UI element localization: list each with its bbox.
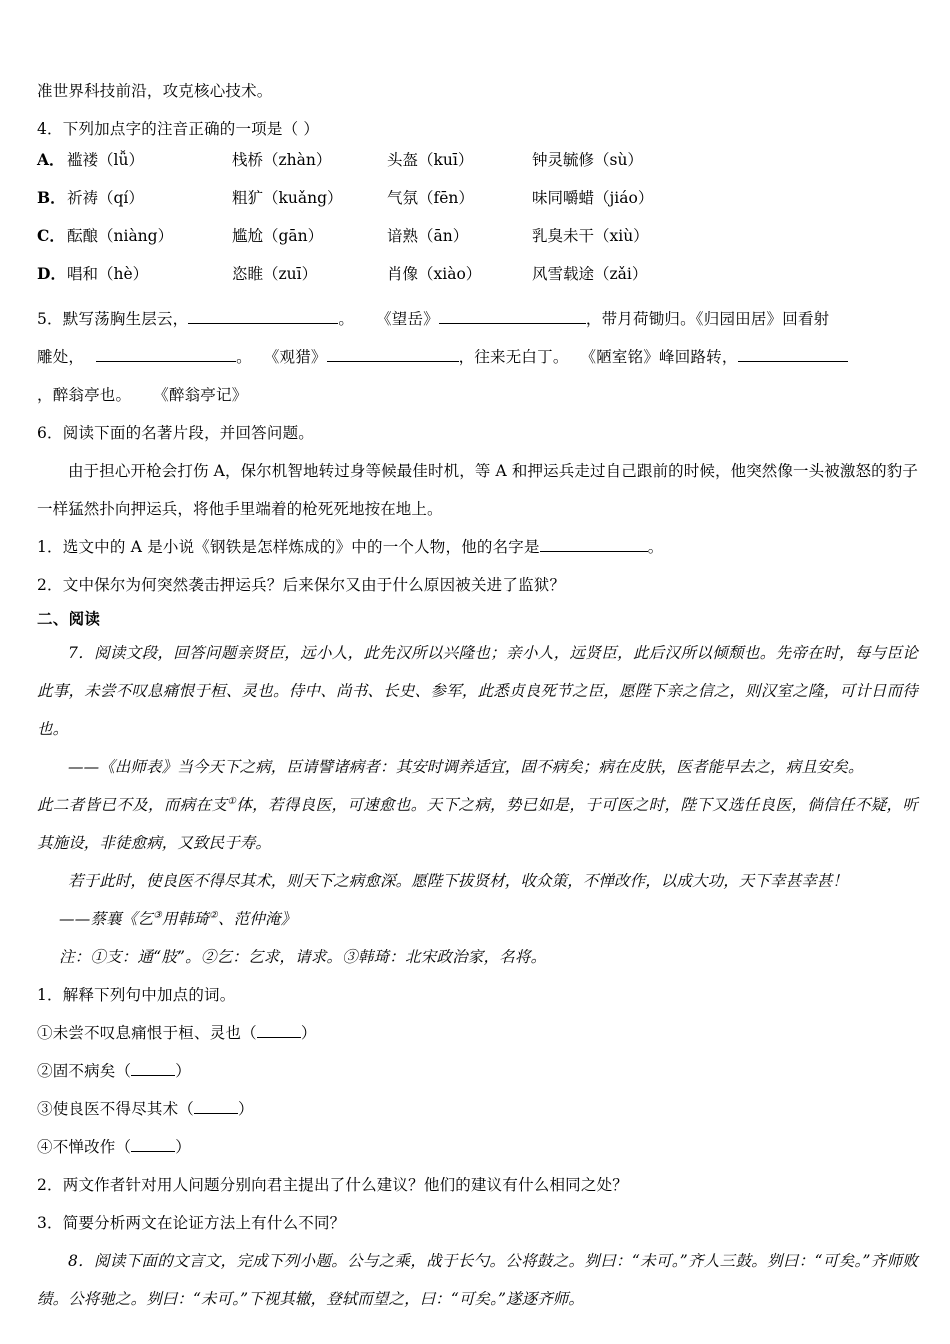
question-8-text: 阅读下面的文言文，完成下列小题。公与之乘，战于长勺。公将鼓之。刿曰：“未可。”齐人三鼓。刿曰：“可矣。”齐师败绩。公将驰之。刿曰：“未可。”下视其辙，登轼而望之，曰：“可矣。”遂逐齐师。	[37, 1252, 918, 1308]
question-6-passage: 由于担心开枪会打伤 A，保尔机智地转过身等候最佳时机，等 A 和押运兵走过自己跟前的时候，他突然像一头被激怒的豹子一样猛然扑向押运兵，将他手里端着的枪死死地按在地上。	[37, 462, 918, 518]
question-5-line-3	[37, 376, 918, 414]
q5-seg-3: 《望岳》	[376, 310, 439, 328]
question-4-number: 4．	[37, 120, 63, 138]
option-a-item-2: 栈桥（zhàn）	[232, 151, 332, 169]
carryover-line: 准世界科技前沿，攻克核心技术。	[37, 82, 273, 100]
q6-sub1-text: 1．选文中的 A 是小说《钢铁是怎样炼成的》中的一个人物，他的名字是	[37, 538, 540, 556]
option-d-item-4: 风雪载途（zǎi）	[532, 265, 648, 283]
source-2-pre: ——蔡襄《乞	[59, 910, 154, 928]
footnote-marker-2: ②	[209, 909, 218, 921]
option-c-item-3: 谙熟（ān）	[387, 227, 469, 245]
passage-2b-post: 体，若得良医，可速愈也。天下之病，势已如是，于可医之时，陛下又选任良医，倘信任不疑，听其施设，非徒愈病，又致民于寿。	[37, 796, 919, 852]
answer-blank-7[interactable]	[257, 1022, 301, 1038]
question-5-number: 5．	[37, 310, 63, 328]
q5-seg-10: 《陋室铭》峰回路转，	[580, 348, 738, 366]
option-b-label: B．	[37, 188, 66, 207]
notes-label: 注：	[59, 948, 91, 966]
option-c-item-2: 尴尬（gān）	[232, 227, 324, 245]
q5-seg-5: 《归园田居》回看射	[695, 310, 830, 328]
answer-blank-3[interactable]	[96, 346, 236, 362]
q5-seg-4: ，带月荷锄归。	[585, 310, 696, 328]
option-b-item-2: 粗犷（kuǎng）	[232, 189, 343, 207]
footnote-marker-3: ③	[153, 909, 163, 921]
option-a-item-4: 钟灵毓修（sù）	[532, 151, 643, 169]
answer-blank-6[interactable]	[540, 536, 648, 552]
item-1-close: ）	[300, 1024, 317, 1042]
q5-seg-7: 。	[236, 348, 252, 366]
q6-sub1-period: 。	[647, 538, 664, 556]
option-a-label: A．	[37, 150, 65, 169]
option-a-item-3: 头盔（kuī）	[387, 151, 474, 169]
answer-blank-10[interactable]	[131, 1136, 175, 1152]
q5-seg-11: ，醉翁亭也。	[37, 386, 132, 404]
question-7-notes	[37, 938, 918, 976]
q5-seg-8: 《观猎》	[263, 348, 327, 366]
item-4-text: 不惮改作（	[52, 1138, 132, 1156]
note-number-2: ②	[200, 948, 217, 966]
option-b-item-4: 味同嚼蜡（jiáo）	[532, 189, 654, 207]
q5-seg-1: 默写荡胸生层云，	[62, 310, 189, 328]
item-1-marker: ①	[37, 1024, 53, 1042]
question-8-number: 8．	[68, 1252, 94, 1270]
question-6-number: 6．	[37, 424, 63, 442]
answer-blank-1[interactable]	[188, 308, 338, 324]
question-4-stem	[37, 110, 918, 148]
question-7-source-2	[37, 900, 918, 938]
note-text-1: 支：通“肢”。	[106, 948, 201, 966]
question-7-passage-2b	[37, 786, 918, 862]
option-c-item-1: 酝酿（niàng）	[67, 227, 174, 245]
item-3-text: 使良医不得尽其术（	[52, 1100, 195, 1118]
answer-blank-2[interactable]	[439, 308, 586, 324]
question-4-stem-text: 下列加点字的注音正确的一项是（ ）	[62, 120, 320, 138]
item-2-text: 固不病矣（	[52, 1062, 132, 1080]
question-7-stem-passage	[37, 634, 918, 748]
question-6-sub-2: 2．文中保尔为何突然袭击押运兵？后来保尔又由于什么原因被关进了监狱？	[37, 576, 566, 594]
note-text-3: 韩琦：北宋政治家，名将。	[357, 948, 547, 966]
q5-seg-2: 。	[338, 310, 355, 328]
question-7-passage-2c: 若于此时，使良医不得尽其术，则天下之病愈深。愿陛下拔贤材，收众策，不惮改作，以成大功，天下幸甚幸甚！	[68, 872, 849, 890]
item-2-marker: ②	[37, 1062, 53, 1080]
source-2-post: 、范仲淹》	[217, 910, 297, 928]
question-4-option-b[interactable]	[37, 186, 918, 224]
q5-seg-9: ，往来无白丁。	[458, 348, 569, 366]
question-6-sub-1	[37, 528, 918, 566]
question-5-line-1	[37, 300, 918, 338]
question-7-text: 阅读文段，回答问题亲贤臣，远小人，此先汉所以兴隆也；亲小人，远贤臣，此后汉所以倾颓也。先帝在时，每与臣论此事，未尝不叹息痛恨于桓、灵也。侍中、尚书、长史、参军，此悉贞良死节之臣，愿陛下亲之信之，则汉室之隆，可计日而待也。	[37, 644, 918, 738]
option-d-item-3: 肖像（xiào）	[387, 265, 482, 283]
q5-seg-12: 《醉翁亭记》	[153, 386, 248, 404]
option-b-item-1: 祈祷（qí）	[67, 189, 144, 207]
item-4-marker: ④	[37, 1138, 53, 1156]
passage-2b-pre: 此二者皆已不及，而病在支	[37, 796, 228, 814]
note-number-1: ①	[90, 948, 107, 966]
question-7-number: 7．	[68, 644, 95, 662]
answer-blank-8[interactable]	[131, 1060, 175, 1076]
option-c-item-4: 乳臭未干（xiù）	[532, 227, 649, 245]
option-d-item-2: 恣睢（zuī）	[232, 265, 318, 283]
option-b-item-3: 气氛（fēn）	[387, 189, 474, 207]
answer-blank-5[interactable]	[738, 346, 848, 362]
item-3-close: ）	[238, 1100, 254, 1118]
option-d-item-1: 唱和（hè）	[67, 265, 149, 283]
item-2-close: ）	[175, 1062, 191, 1080]
note-text-2: 乞：乞求，请求。	[216, 948, 343, 966]
question-8-stem-passage	[37, 1242, 918, 1318]
question-7-sub-1-item-2	[37, 1052, 918, 1090]
question-7-sub-3: 3．简要分析两文在论证方法上有什么不同？	[37, 1214, 346, 1232]
question-7-sub-1-item-4	[37, 1128, 918, 1166]
item-4-close: ）	[175, 1138, 191, 1156]
question-6-stem	[37, 414, 918, 452]
item-3-marker: ③	[37, 1100, 53, 1118]
item-1-text: 未尝不叹息痛恨于桓、灵也（	[52, 1024, 257, 1042]
answer-blank-4[interactable]	[327, 346, 459, 362]
option-a-item-1: 褴褛（lǚ）	[67, 151, 144, 169]
question-4-option-a[interactable]	[37, 148, 918, 186]
question-5-line-2	[37, 338, 918, 376]
question-4-option-c[interactable]	[37, 224, 918, 262]
option-d-label: D．	[37, 264, 66, 283]
question-7-source-1-and-passage-2a: ——《出师表》当今天下之病，臣请譬诸病者：其安时调养适宜，固不病矣；病在皮肤，医者能早去之，病且安矣。	[68, 758, 864, 776]
q5-seg-6: 雕处，	[37, 348, 85, 366]
question-7-sub-1-item-3	[37, 1090, 918, 1128]
question-7-sub-1-item-1	[37, 1014, 918, 1052]
source-2-mid: 用韩琦	[162, 910, 210, 928]
question-7-sub-2: 2．两文作者针对用人问题分别向君主提出了什么建议？他们的建议有什么相同之处？	[37, 1176, 628, 1194]
footnote-marker-1: ①	[227, 795, 237, 807]
section-2-title: 二、阅读	[37, 609, 101, 628]
question-7-sub-1: 1．解释下列句中加点的词。	[37, 986, 236, 1004]
answer-blank-9[interactable]	[194, 1098, 238, 1114]
note-number-3: ③	[342, 948, 358, 966]
option-c-label: C．	[37, 226, 65, 245]
question-4-option-d[interactable]	[37, 262, 918, 300]
question-6-stem-text: 阅读下面的名著片段，并回答问题。	[62, 424, 314, 442]
